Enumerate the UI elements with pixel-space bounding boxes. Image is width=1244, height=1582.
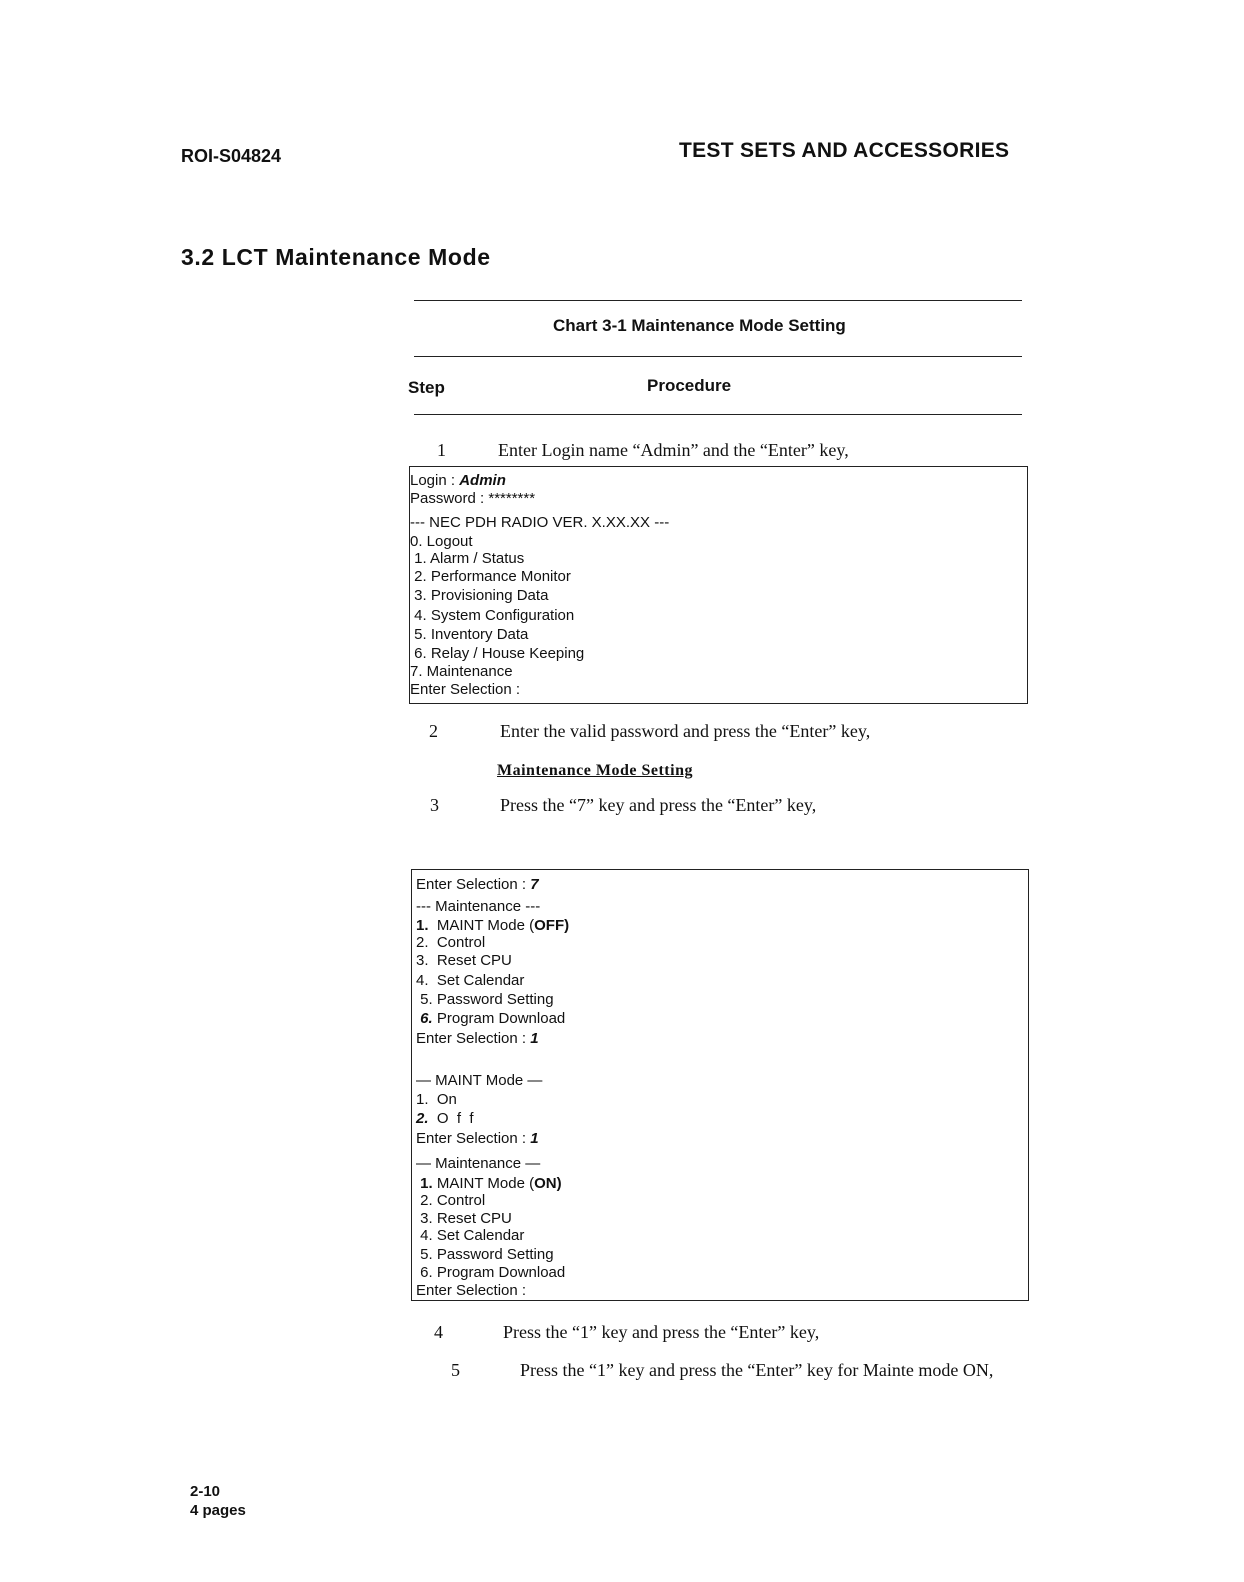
section-title: 3.2 LCT Maintenance Mode	[181, 244, 491, 270]
section-header: TEST SETS AND ACCESSORIES	[679, 139, 1010, 162]
option-off: 2. O f f	[416, 1110, 474, 1127]
step-number: 1	[437, 440, 446, 460]
step-number: 3	[430, 795, 439, 815]
document-id: ROI-S04824	[181, 146, 282, 166]
maint-mode-on-item: 1. MAINT Mode (ON)	[416, 1175, 562, 1192]
menu-item-logout: 0. Logout	[410, 533, 473, 550]
title-rule	[414, 356, 1022, 357]
menu-item-set-calendar: 4. Set Calendar	[416, 972, 525, 989]
subheading-maintenance-mode-setting: Maintenance Mode Setting	[497, 762, 693, 779]
menu-item-password-setting: 5. Password Setting	[416, 1246, 554, 1263]
step-text: Enter Login name “Admin” and the “Enter” key,	[498, 440, 849, 460]
menu-item-inventory-data: 5. Inventory Data	[410, 626, 529, 643]
maintenance-header: --- Maintenance ---	[416, 898, 541, 915]
header-rule	[414, 414, 1022, 415]
menu-item-control: 2. Control	[416, 934, 486, 951]
maintenance-menu-screen	[411, 869, 1029, 1301]
menu-item-relay-house-keeping: 6. Relay / House Keeping	[410, 645, 585, 662]
selection-line: Enter Selection : 1	[416, 1030, 539, 1047]
selection-prompt: Enter Selection :	[416, 1282, 527, 1299]
menu-item-reset-cpu: 3. Reset CPU	[416, 1210, 512, 1227]
menu-item-set-calendar: 4. Set Calendar	[416, 1227, 525, 1244]
menu-item-alarm-status: 1. Alarm / Status	[410, 550, 525, 567]
login-menu-screen	[409, 466, 1028, 704]
selection-line: Enter Selection : 7	[416, 876, 539, 893]
step-number: 2	[429, 721, 438, 741]
menu-item-password-setting: 5. Password Setting	[416, 991, 554, 1008]
step-number: 5	[451, 1360, 460, 1380]
menu-item-control: 2. Control	[416, 1192, 486, 1209]
menu-item-maintenance: 7. Maintenance	[410, 663, 513, 680]
menu-item-program-download: 6. Program Download	[416, 1010, 566, 1027]
version-banner: --- NEC PDH RADIO VER. X.XX.XX ---	[410, 514, 670, 531]
selection-prompt: Enter Selection :	[410, 681, 521, 698]
menu-item-reset-cpu: 3. Reset CPU	[416, 952, 512, 969]
selection-line: Enter Selection : 1	[416, 1130, 539, 1147]
step-column-header: Step	[408, 378, 445, 397]
menu-item-performance-monitor: 2. Performance Monitor	[410, 568, 571, 585]
maint-mode-header: — MAINT Mode —	[416, 1072, 543, 1089]
page-number: 2-10	[190, 1483, 221, 1500]
login-value: Admin	[459, 472, 506, 489]
menu-item-system-configuration: 4. System Configuration	[410, 607, 575, 624]
password-line: Password : ********	[410, 490, 536, 507]
top-rule	[414, 300, 1022, 301]
menu-item-provisioning-data: 3. Provisioning Data	[410, 587, 549, 604]
chart-title: Chart 3-1 Maintenance Mode Setting	[553, 316, 846, 335]
step-text: Enter the valid password and press the “Enter” key,	[500, 721, 871, 741]
menu-item-program-download: 6. Program Download	[416, 1264, 566, 1281]
step-text: Press the “7” key and press the “Enter” key,	[500, 795, 817, 815]
maint-mode-off-item: 1. MAINT Mode (OFF)	[416, 917, 570, 934]
option-on: 1. On	[416, 1091, 457, 1108]
step-number: 4	[434, 1322, 443, 1342]
maintenance-header: — Maintenance —	[416, 1155, 541, 1172]
procedure-column-header: Procedure	[647, 376, 732, 395]
login-line: Login : Admin	[410, 472, 506, 489]
step-text: Press the “1” key and press the “Enter” key,	[503, 1322, 820, 1342]
step-text: Press the “1” key and press the “Enter” key for Mainte mode ON,	[520, 1360, 994, 1380]
page-count: 4 pages	[190, 1502, 246, 1519]
